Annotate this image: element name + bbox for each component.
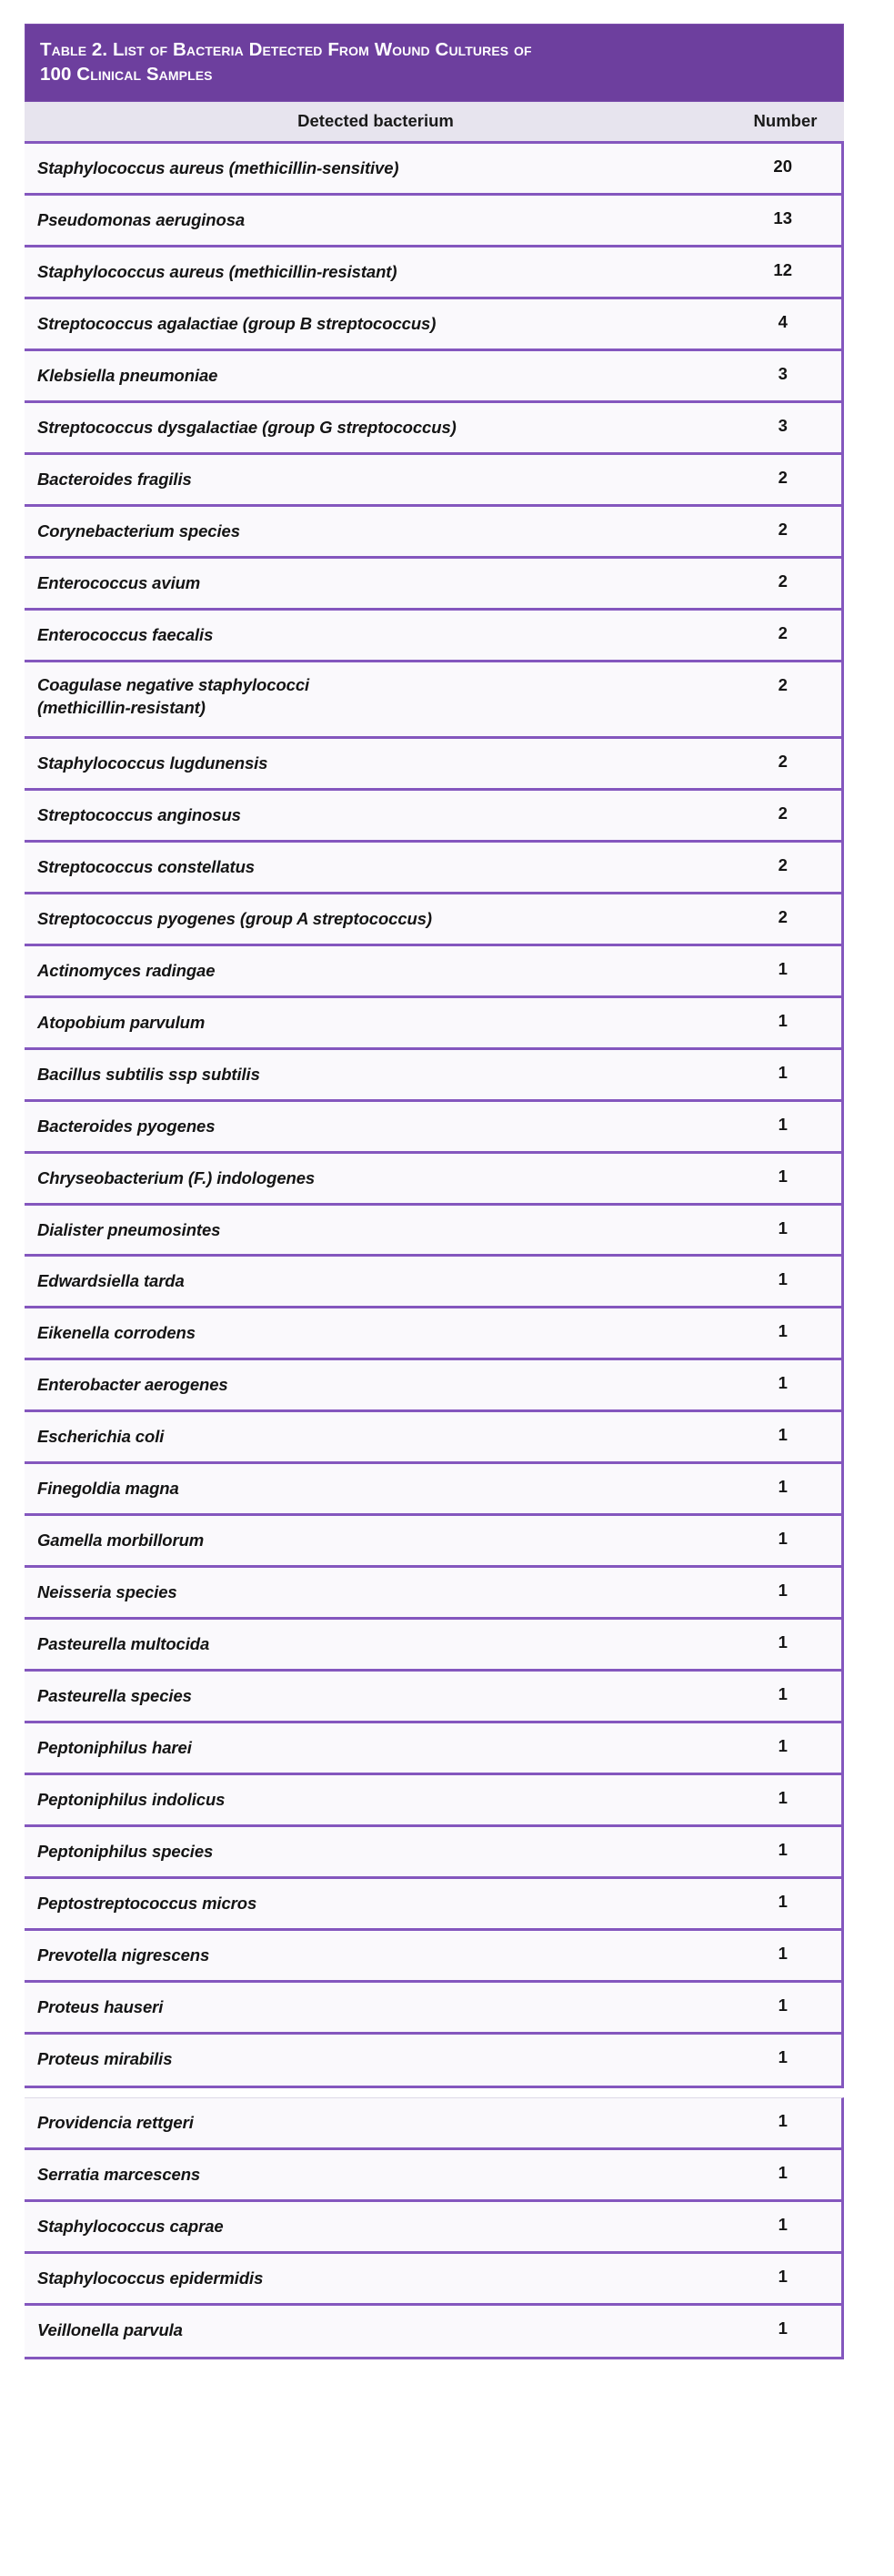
cell-bacterium: Atopobium parvulum (37, 1012, 206, 1032)
cell-bacterium: Staphylococcus aureus (methicillin-resistant) (37, 262, 397, 282)
cell-bacterium: Staphylococcus aureus (methicillin-sensitive) (37, 158, 399, 178)
cell-number: 2 (778, 519, 788, 539)
cell-number: 3 (778, 363, 788, 383)
cell-number: 1 (778, 2047, 788, 2066)
cell-number: 2 (778, 906, 788, 926)
table-row (25, 1931, 841, 1983)
cell-number: 1 (778, 1425, 788, 1445)
cell-number: 1 (778, 1581, 788, 1601)
cell-number: 1 (778, 1269, 788, 1289)
cell-bacterium: Finegoldia magna (37, 1479, 179, 1499)
table-title-line-1: Table 2. List of Bacteria Detected From Wound Cultures of (40, 39, 532, 60)
table-row (25, 1464, 841, 1516)
table-row (25, 662, 841, 739)
cell-bacterium: Pasteurella multocida (37, 1634, 210, 1654)
cell-number: 2 (778, 571, 788, 591)
cell-number: 1 (778, 1062, 788, 1082)
cell-number: 2 (778, 467, 788, 487)
cell-number: 1 (778, 1995, 788, 2015)
cell-bacterium: Gamella morbillorum (37, 1530, 205, 1551)
cell-bacterium: Veillonella parvula (37, 2319, 183, 2339)
cell-bacterium: Neisseria species (37, 1582, 177, 1602)
cell-number: 1 (778, 1736, 788, 1756)
table-row (25, 351, 841, 403)
cell-bacterium: Staphylococcus epidermidis (37, 2268, 264, 2288)
table-row (25, 1568, 841, 1620)
column-header-number: Number (753, 111, 818, 131)
cell-number: 1 (778, 1373, 788, 1393)
table-row (25, 1154, 841, 1206)
cell-number: 1 (778, 1632, 788, 1652)
column-header-bacterium: Detected bacterium (297, 111, 454, 131)
cell-bacterium: Eikenella corrodens (37, 1323, 196, 1343)
cell-number: 1 (778, 1529, 788, 1549)
cell-bacterium: Bacillus subtilis ssp subtilis (37, 1064, 260, 1084)
table-row (25, 1879, 841, 1931)
table-column-header (25, 102, 844, 144)
table-row (25, 1983, 841, 2035)
table-row (25, 1360, 841, 1412)
table-row (25, 946, 841, 998)
table-row (25, 559, 841, 611)
table-row (25, 299, 841, 351)
table-row (25, 1620, 841, 1672)
table-row (25, 247, 841, 299)
table-title (25, 24, 844, 102)
cell-number: 1 (778, 1166, 788, 1186)
table-row (25, 1308, 841, 1360)
cell-number: 1 (778, 2318, 788, 2338)
cell-bacterium: Escherichia coli (37, 1427, 165, 1447)
cell-bacterium: Streptococcus anginosus (37, 804, 241, 824)
cell-bacterium: Streptococcus pyogenes (group A streptococcus) (37, 908, 432, 928)
cell-bacterium: Providencia rettgeri (37, 2113, 194, 2132)
cell-bacterium: Peptostreptococcus micros (37, 1894, 257, 1914)
cell-bacterium: Proteus mirabilis (37, 2049, 173, 2068)
table-row (25, 196, 841, 247)
cell-number: 1 (778, 1684, 788, 1704)
cell-number: 2 (778, 674, 788, 694)
cell-bacterium: Pseudomonas aeruginosa (37, 210, 246, 230)
table-row (25, 843, 841, 894)
cell-bacterium: Proteus hauseri (37, 1997, 164, 2017)
table-row (25, 2202, 841, 2254)
cell-bacterium: Edwardsiella tarda (37, 1271, 185, 1291)
cell-number: 2 (778, 622, 788, 642)
cell-bacterium: Staphylococcus caprae (37, 2216, 224, 2236)
table-row (25, 2035, 841, 2086)
table-row (25, 611, 841, 662)
cell-bacterium: Peptoniphilus harei (37, 1738, 192, 1758)
cell-bacterium: Coagulase negative staphylococci (methicillin-resistant) (37, 674, 310, 717)
table-row (25, 1723, 841, 1775)
cell-bacterium: Bacteroides fragilis (37, 469, 192, 489)
cell-bacterium: Enterococcus faecalis (37, 624, 214, 644)
table-row (25, 1827, 841, 1879)
table-row (25, 1206, 841, 1258)
cell-number: 2 (778, 803, 788, 823)
table-body (25, 144, 844, 2359)
cell-number: 1 (778, 2214, 788, 2234)
cell-number: 1 (778, 1892, 788, 1912)
cell-number: 1 (778, 2266, 788, 2286)
table-row (25, 1672, 841, 1723)
table-row (25, 1775, 841, 1827)
cell-bacterium: Enterobacter aerogenes (37, 1375, 228, 1395)
cell-bacterium: Peptoniphilus species (37, 1842, 214, 1862)
cell-bacterium: Enterococcus avium (37, 572, 201, 592)
cell-bacterium: Dialister pneumosintes (37, 1219, 221, 1239)
table-row (25, 455, 841, 507)
cell-bacterium: Streptococcus dysgalactiae (group G streptococcus) (37, 417, 457, 437)
cell-number: 20 (773, 157, 792, 177)
cell-number: 1 (778, 1944, 788, 1964)
cell-number: 1 (778, 1321, 788, 1341)
cell-bacterium: Prevotella nigrescens (37, 1945, 210, 1965)
table-row (25, 739, 841, 791)
cell-bacterium: Streptococcus agalactiae (group B streptococcus) (37, 314, 437, 333)
table-row (25, 2150, 841, 2202)
cell-bacterium: Klebsiella pneumoniae (37, 365, 218, 385)
table-row (25, 894, 841, 946)
table-row (25, 1257, 841, 1308)
cell-bacterium: Actinomyces radingae (37, 960, 216, 980)
cell-number: 12 (773, 260, 792, 280)
table-row (25, 1050, 841, 1102)
cell-number: 1 (778, 1840, 788, 1860)
cell-bacterium: Peptoniphilus indolicus (37, 1790, 226, 1810)
table-row (25, 791, 841, 843)
table-row (25, 1102, 841, 1154)
cell-number: 1 (778, 1010, 788, 1030)
cell-bacterium: Chryseobacterium (F.) indologenes (37, 1167, 316, 1187)
table-row (25, 144, 841, 196)
cell-bacterium: Staphylococcus lugdunensis (37, 753, 268, 773)
table-block (25, 2097, 844, 2359)
cell-number: 1 (778, 958, 788, 978)
table-row (25, 1412, 841, 1464)
cell-bacterium: Serratia marcescens (37, 2164, 201, 2184)
table-block (25, 144, 844, 2088)
cell-number: 1 (778, 1477, 788, 1497)
bacteria-table (25, 24, 844, 2359)
cell-number: 2 (778, 751, 788, 771)
cell-number: 3 (778, 415, 788, 435)
cell-number: 1 (778, 1114, 788, 1134)
cell-number: 1 (778, 1788, 788, 1808)
cell-bacterium: Pasteurella species (37, 1686, 192, 1706)
table-row (25, 507, 841, 559)
table-row (25, 2254, 841, 2306)
table-row (25, 403, 841, 455)
table-row (25, 1516, 841, 1568)
cell-number: 1 (778, 1217, 788, 1237)
cell-number: 13 (773, 208, 792, 228)
cell-bacterium: Streptococcus constellatus (37, 856, 255, 876)
table-row (25, 998, 841, 1050)
cell-number: 1 (778, 2111, 788, 2130)
cell-number: 1 (778, 2162, 788, 2182)
cell-number: 4 (778, 312, 788, 331)
cell-bacterium: Bacteroides pyogenes (37, 1116, 216, 1136)
cell-number: 2 (778, 854, 788, 874)
cell-bacterium: Corynebacterium species (37, 520, 240, 540)
table-row (25, 2098, 841, 2150)
table-row (25, 2306, 841, 2357)
table-title-line-2: 100 Clinical Samples (40, 64, 213, 86)
